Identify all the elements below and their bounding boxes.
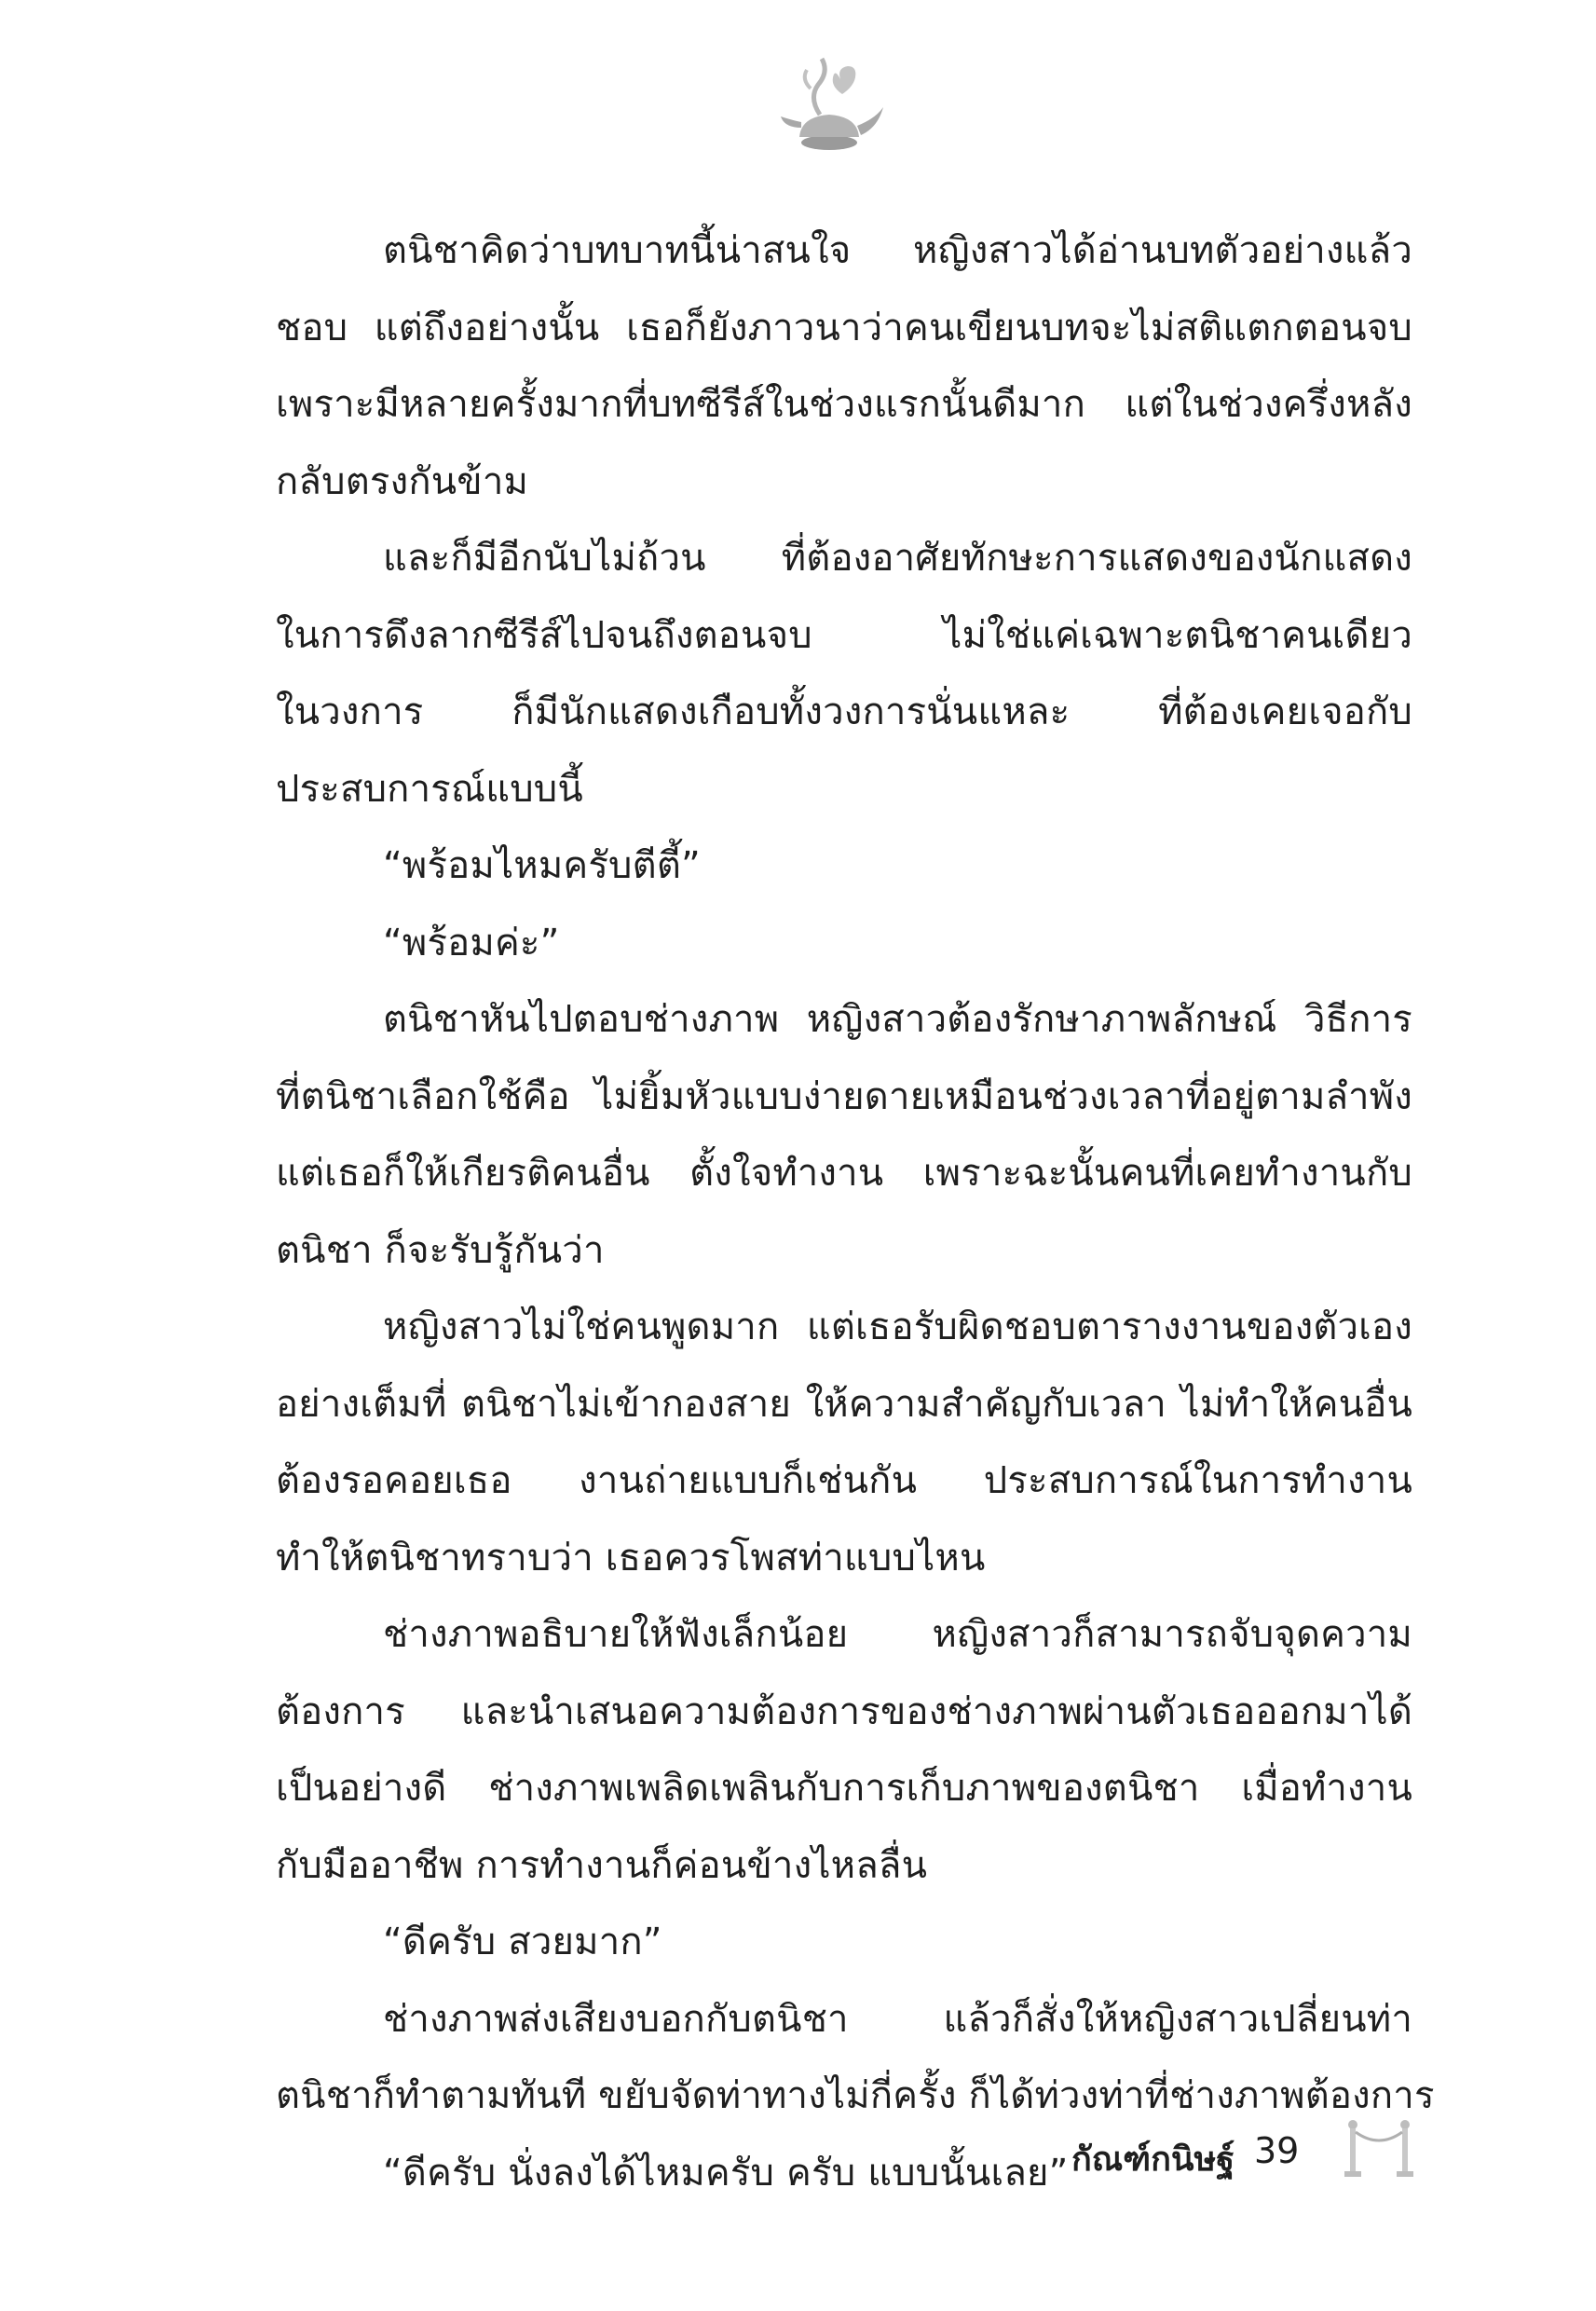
- text-line: ช่างภาพอธิบายให้ฟังเล็กน้อย หญิงสาวก็สามารถจับจุดความ: [383, 1613, 1412, 1656]
- genie-lamp-ornament-icon: [764, 51, 904, 163]
- text-line: ในการดึงลากซีรีส์ไปจนถึงตอนจบ ไม่ใช่แค่เฉพาะตนิชาคนเดียว: [276, 613, 1412, 657]
- text-line: “พร้อมค่ะ”: [383, 921, 560, 964]
- text-line: ในวงการ ก็มีนักแสดงเกือบทั้งวงการนั่นแหละ ที่ต้องเคยเจอกับ: [276, 691, 1412, 733]
- text-line: และก็มีอีกนับไม่ถ้วน ที่ต้องอาศัยทักษะการแสดงของนักแสดง: [383, 537, 1412, 580]
- page-footer: [1071, 2117, 1435, 2201]
- text-line: ตนิชาก็ทำตามทันที ขยับจัดท่าทางไม่กี่ครั้ง ก็ได้ท่วงท่าที่ช่างภาพต้องการ: [276, 2074, 1435, 2117]
- text-line: ต้องรอคอยเธอ งานถ่ายแบบก็เช่นกัน ประสบการณ์ในการทำงาน: [276, 1459, 1412, 1502]
- text-line: ที่ตนิชาเลือกใช้คือ ไม่ยิ้มหัวแบบง่ายดายเหมือนช่วงเวลาที่อยู่ตามลำพัง: [276, 1074, 1412, 1118]
- text-line: “ดีครับ สวยมาก”: [383, 1921, 662, 1963]
- text-line: กลับตรงกันข้าม: [276, 459, 529, 503]
- text-line: อย่างเต็มที่ ตนิชาไม่เข้ากองสาย ให้ความสำคัญกับเวลา ไม่ทำให้คนอื่น: [276, 1382, 1412, 1426]
- text-line: ช่างภาพส่งเสียงบอกกับตนิชา แล้วก็สั่งให้หญิงสาวเปลี่ยนท่า: [383, 1997, 1412, 2041]
- book-title: กัณฑ์กนิษฐ์: [1071, 2140, 1235, 2179]
- text-line: ต้องการ และนำเสนอความต้องการของช่างภาพผ่านตัวเธอออกมาได้: [276, 1689, 1412, 1733]
- text-line: ประสบการณ์แบบนี้: [276, 767, 583, 811]
- text-line: กับมืออาชีพ การทำงานก็ค่อนข้างไหลลื่น: [276, 1843, 928, 1887]
- text-line: “ดีครับ นั่งลงได้ไหมครับ ครับ แบบนั้นเลย”: [383, 2151, 1069, 2195]
- body-text: [276, 212, 1435, 2211]
- text-line: “พร้อมไหมครับตีตี้”: [383, 844, 701, 887]
- rope-barrier-icon: [1342, 2117, 1416, 2182]
- text-line: ตนิชาคิดว่าบทบาทนี้น่าสนใจ หญิงสาวได้อ่านบทตัวอย่างแล้ว: [383, 229, 1412, 272]
- text-line: ตนิชาหันไปตอบช่างภาพ หญิงสาวต้องรักษาภาพลักษณ์ วิธีการ: [383, 998, 1412, 1041]
- text-line: ตนิชา ก็จะรับรู้กันว่า: [276, 1228, 605, 1272]
- text-line: เป็นอย่างดี ช่างภาพเพลิดเพลินกับการเก็บภาพของตนิชา เมื่อทำงาน: [276, 1767, 1412, 1810]
- text-line: ทำให้ตนิชาทราบว่า เธอควรโพสท่าแบบไหน: [276, 1536, 986, 1579]
- text-line: ชอบ แต่ถึงอย่างนั้น เธอก็ยังภาวนาว่าคนเขียนบทจะไม่สติแตกตอนจบ: [276, 306, 1412, 349]
- page-number: 39: [1254, 2130, 1300, 2171]
- text-line: หญิงสาวไม่ใช่คนพูดมาก แต่เธอรับผิดชอบตารางงานของตัวเอง: [383, 1306, 1412, 1348]
- text-line: แต่เธอก็ให้เกียรติคนอื่น ตั้งใจทำงาน เพราะฉะนั้นคนที่เคยทำงานกับ: [276, 1152, 1412, 1195]
- text-line: เพราะมีหลายครั้งมากที่บทซีรีส์ในช่วงแรกนั้นดีมาก แต่ในช่วงครึ่งหลัง: [276, 383, 1412, 426]
